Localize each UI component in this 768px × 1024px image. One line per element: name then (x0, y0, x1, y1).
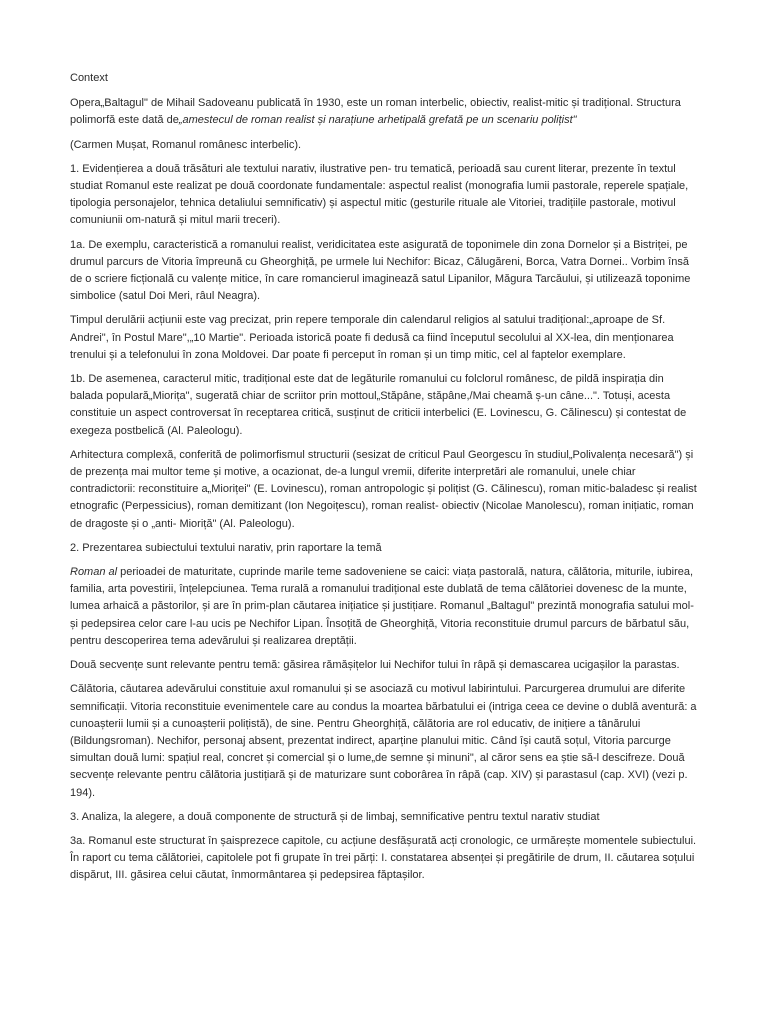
paragraph-1a: 1a. De exemplu, caracteristică a romanului realist, veridicitatea este asigurată de toponimele din zona Dornelor și a Bistriței, pe drumul parcurs de Vitoria împreună cu Gheorghiță, pe urmele lui Nechifor: Bicaz, Călugăreni, Borca, Vatra Dornei.. Vorbim însă de o scriere ficțională cu valențe mitice, în care romancierul imaginează satul Lipanilor, Măgura Tarcăului, și utilizează toponime simbolice (satul Doi Meri, râul Neagra). (70, 238, 691, 303)
paragraph-2-heading: 2. Prezentarea subiectului textului narativ, prin raportare la temă (70, 541, 382, 554)
paragraph-3-heading: 3. Analiza, la alegere, a două componente de structură și de limbaj, semnificative pentru textul narativ studiat (70, 810, 600, 823)
paragraph-architecture: Arhitectura complexă, conferită de polimorfismul structurii (sesizat de criticul Paul Georgescu în studiul„Polivalența necesară") și de prezența mai multor teme și motive, a ocazionat, de-a lungul vremii, diferite interpretări ale romanului, unele chiar contradictorii: reconstituire a„Mioriței" (E. Lovinescu), roman antropologic și polițist (G. Călinescu), roman mitic-baladesc și realist etnografic (Perpessicius), roman demitizant (Ion Negoițescu), roman realist- obiectiv (Nicolae Manolescu), roman inițiatic, roman de dragoste și o „anti- Mioriță" (Al. Paleologu). (70, 448, 697, 530)
paragraph-time: Timpul derulării acțiunii este vag precizat, prin repere temporale din calendarul religios al satului tradițional:„aproape de Sf. Andrei", în Postul Mare",„10 Martie". Perioada istorică poate fi dedusă ca fiind începutul secolului al XX-lea, din menționarea trenului și a telefonului în zona Moldovei. Dar poate fi perceput în roman și un timp mitic, cel al faptelor exemplare. (70, 314, 674, 361)
intro-text: Opera„Baltagul" de Mihail Sadoveanu publicată în 1930, este un roman interbelic, obiectiv, realist-mitic și tradițional. Structura polimorfă este dată de (70, 97, 681, 127)
section-heading-context: Context (70, 72, 108, 84)
paragraph-1b: 1b. De asemenea, caracterul mitic, tradițional este dat de legăturile romanului cu folclorul românesc, de pildă inspirația din balada populară„Miorița", sugerată chiar de scriitor prin mottoul„Stăpâne, stăpâne,/Mai cheamă ș-un câne...". Totuși, acesta constituie un aspect controversat în receptarea critică, susținut de criticii interbelici (E. Lovinescu, G. Călinescu) și contestat de exegeza postbelică (Al. Paleologu). (70, 373, 687, 437)
paragraph-intro (70, 95, 698, 129)
subject-em: Roman al (70, 566, 118, 579)
paragraph-journey: Călătoria, căutarea adevărului constituie axul romanului și se asociază cu motivul labirintului. Parcurgerea drumului are diferite semnificații. Vitoria reconstituie evenimentele care au condus la moartea bărbatului ei (intriga ceea ce devine o dublă aventură: a cunoașterii lumii și a cunoașterii polițistă), de sine. Pentru Gheorghiță, călătoria are rol educativ, de inițiere a tânărului (Bildungsroman). Nechifor, personaj absent, prezentat indirect, aparține planului mitic. Când își caută soțul, Vitoria parcurge simultan două lumi: spațiul real, concret și comercial și o lume„de semne și minuni", al căror sens ea știe să-l descifreze. Două secvențe relevante pentru călătoria justițiară și de maturizare sunt coborârea în râpă (cap. XIV) și parastasul (cap. XVI) (vezi p. 194). (70, 683, 697, 799)
subject-rest: perioadei de maturitate, cuprinde marile teme sadoveniene se caici: viața pastorală, natura, călătoria, miturile, iubirea, familia, arta povestirii, înțelepciunea. Tema rurală a romanului tradițional este dublată de tema călătoriei dovenesc de la munte, lumea arhaică a păstorilor, și are în prim-plan căutarea inițiatice și justițiare. Romanul „Baltagul" prezintă monografia satului mol- și pedepsirea celor care l-au ucis pe Nechifor Lipan. Însoțită de Gheorghiță, Vitoria reconstituie drumul parcurs de bărbatul său, pentru descoperirea tema adevărului și realizarea dreptății. (70, 566, 694, 647)
paragraph-1: 1. Evidențierea a două trăsături ale textului narativ, ilustrative pen- tru tematică, perioadă sau curent literar, prezente în textul studiat Romanul este realizat pe două coordonate fundamentale: aspectul realist (monografia lumii pastorale, reperele spațiale, tipologia personajelor, tehnica detaliului semnificativ) și aspectul mitic (gesturile rituale ale Vitoriei, tradițiile pastorale, motivul comuniunii om-natură și mitul marii treceri). (70, 162, 689, 227)
document-page (70, 70, 698, 892)
intro-quote: „amestecul de roman realist și narațiune arhetipală grefată pe un scenariu polițist" (178, 114, 577, 127)
paragraph-citation: (Carmen Mușat, Romanul românesc interbelic). (70, 138, 302, 151)
paragraph-subject (70, 564, 698, 650)
paragraph-sequences: Două secvențe sunt relevante pentru temă: găsirea rămășițelor lui Nechifor tului în râpă și demascarea ucigașilor la parastas. (70, 659, 680, 672)
paragraph-3a: 3a. Romanul este structurat în șaisprezece capitole, cu acțiune desfășurată acți cronologic, ce urmărește momentele subiectului. În raport cu tema călătoriei, capitolele pot fi grupate în trei părți: I. constatarea absenței și pregătirile de drum, II. căutarea soțului dispărut, III. găsirea celui căutat, înmormântarea și pedepsirea făptașilor. (70, 834, 697, 882)
